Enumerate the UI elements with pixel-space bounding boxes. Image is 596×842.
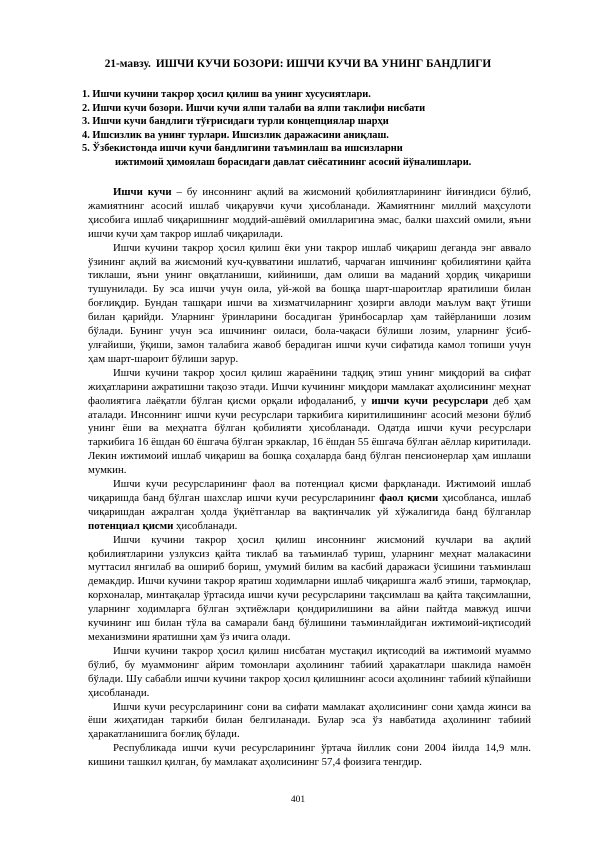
plan-item-continuation: ижтимоий ҳимоялаш борасидаги давлат сиёсатининг асосий йўналишлари. (115, 156, 472, 168)
term-active-part: фаол қисми (379, 491, 439, 504)
term-labor-resources: ишчи кучи ресурслари (371, 394, 489, 407)
page-title (0, 58, 596, 72)
paragraph (88, 478, 531, 534)
paragraph-text: – бу инсоннинг ақлий ва жисмоний қобилиятларининг йиғиндиси бўлиб, жамиятнинг асосий ишлаб чиқарувчи кучи ҳисобланади. Жамиятнинг миллий маҳсулоти ҳисобига ишлаб чиқаришнинг моддий-ашёвий омилларигина эмас, балки шахсий омили, яъни ишчи кучи ҳам такрор ишлаб чиқарилади. (88, 186, 531, 240)
paragraph: Республикада ишчи кучи ресурсларининг ўртача йиллик сони 2004 йилда 14,9 млн. кишини ташкил қилган, бу мамлакат аҳолисининг 57,4 фоизига тенгдир. (88, 742, 531, 769)
plan-item: 2. Ишчи кучи бозори. Ишчи кучи ялпи талаби ва ялпи таклифи нисбати (82, 102, 426, 114)
paragraph-text: ҳисобланади. (173, 519, 238, 532)
paragraph-text: Ишчи кучи ресурсларининг фаол ва потенциал қисми фарқланади. Ижтимоий ишлаб чиқаришда банд бўлган шахслар ишчи кучи ресурсларининг (88, 478, 531, 504)
paragraph-text: Ишчи кучини такрор ҳосил қилиш жараёнини тадқиқ этиш унинг миқдорий ва сифат жиҳатларини ажратишни тақозо этади. Ишчи кучининг миқдори мамлакат аҳолисининг меҳнат фаолиятига лаёқатли бўлган қисми орқали ифодаланиб, у (88, 366, 531, 407)
paragraph (88, 186, 531, 242)
topic-title: ИШЧИ КУЧИ БОЗОРИ: ИШЧИ КУЧИ ВА УНИНГ БАНДЛИГИ (155, 58, 492, 70)
plan-item: 5. Ўзбекистонда ишчи кучи бандлигини таъминлаш ва ишсизларни (82, 143, 403, 154)
page-number: 401 (290, 795, 306, 805)
term-potential-part: потенциал қисми (88, 519, 174, 532)
paragraph (88, 367, 531, 478)
paragraph: Ишчи кучини такрор ҳосил қилиш нисбатан мустақил иқтисодий ва ижтимоий муаммо бўлиб, бу муаммонинг айрим томонлари аҳолининг табиий ҳаракатлари шаклида намоён бўлади. Шу сабабли ишчи кучини такрор ҳосил қилишнинг асоси аҳолининг табиий кўпайиши ҳисобланади. (88, 644, 531, 699)
term-labor-force: Ишчи кучи (113, 186, 172, 198)
paragraph: Ишчи кучини такрор ҳосил қилиш ёки уни такрор ишлаб чиқариш деганда энг аввало ўзининг ақлий ва жисмоний куч-қувватини ишлатиб, чарчаган ишчининг қобилиятини қайта тиклаши, яъни унинг овқатланиши, кийиниши, дам олиши ва маданий ҳордиқ чиқариши тушунилади. Бу эса ишчи учун оила, уй-жой ва бошқа шарт-шароитлар яратилиши билан боғлиқдир. Бундан ташқари ишчи ва хизматчиларнинг ҳозирги авлоди маълум вақт ўтиши билан қарийди. Уларнинг ўринларини босадиган ўринбосарлар ҳам тайёрланиши лозим бўлади. Бунинг учун эса ишчининг оиласи, бола-чақаси бўлиши лозим, уларнинг ўсиб-улғайиши, ўқиши, замон талабига жавоб берадиган ишчи кучи сифатида камол топиши учун ҳам шарт-шароит бўлиши зарур. (88, 241, 531, 365)
plan-item: 3. Ишчи кучи бандлиги тўғрисидаги турли концепциялар шарҳи (82, 116, 389, 127)
topic-number: 21-мавзу. (104, 58, 151, 70)
paragraph-text: ҳисобланса, ишлаб чиқаришдан ажралган ҳолда ўқиётганлар ва вақтинчалик уй хўжалигида банд бўлганлар (88, 491, 531, 518)
plan-item: 4. Ишсизлик ва унинг турлари. Ишсизлик даражасини аниқлаш. (82, 129, 389, 141)
body-text (88, 186, 531, 770)
plan-item: 1. Ишчи кучини такрор ҳосил қилиш ва унинг хусусиятлари. (82, 89, 371, 100)
paragraph-text: деб ҳам аталади. Инсоннинг ишчи кучи ресурслари таркибига киритилишининг асосий мезони бўлиб унинг ёши ва меҳнатга бўлган қобилияти ҳисобланади. Одатда ишчи кучи ресурслари таркибига 16 ёшдан 60 ёшгача бўлган эркаклар, 16 ёшдан 55 ёшгача бўлган аёллар киритилади. Лекин ижтимоий ишлаб чиқариш ва бошқа соҳаларда банд бўлган пенсионерлар ҳам ишлаши мумкин. (88, 394, 531, 477)
topic-plan (82, 88, 528, 169)
paragraph: Ишчи кучини такрор ҳосил қилиш инсоннинг жисмоний кучлари ва ақлий қобилиятларини узлуксиз қайта тиклаб ва таъминлаб туриш, уларнинг меҳнат малакасини муттасил янгилаб ва ошириб бориш, умумий билим ва касбий даражаси ўсишини таъминлаш демакдир. Ишчи кучини такрор яратиш ходимларни ишлаб чиқаришга жалб этиши, тармоқлар, корхоналар, минтақалар ўртасида ишчи кучи ресурсларини тақсимлаш ва қайта тақсимлашни, уларнинг ходимларга бўлган эҳтиёжлари қондирилишини ва айни пайтда мавжуд ишчи кучининг иш билан тўла ва самарали банд бўлишини таъминлайдиган ижтимоий-иқтисодий механизмини яратишни ҳам ўз ичига олади. (88, 533, 531, 643)
paragraph: Ишчи кучи ресурсларининг сони ва сифати мамлакат аҳолисининг сони ҳамда жинси ва ёши жиҳатидан таркиби билан белгиланади. Булар эса ўз навбатида аҳолининг табиий ҳаракатланишига боғлиқ бўлади. (88, 700, 531, 741)
